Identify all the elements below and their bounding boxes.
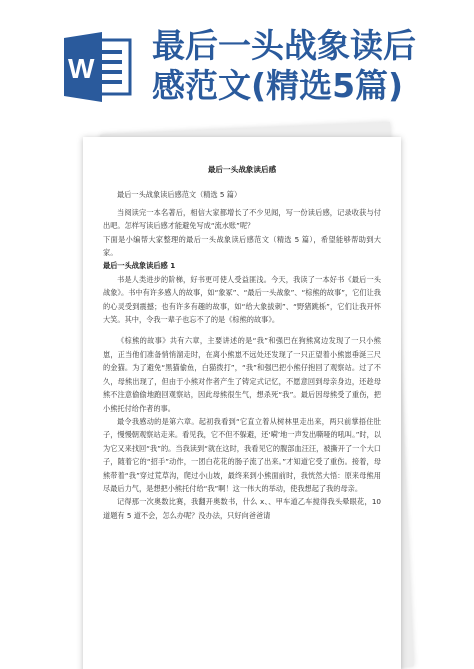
body-paragraph-2: 《棕熊的故事》共有六章，主要讲述的是“我”和强巴在狗熊窝边发现了一只小熊崽，正当他们准备悄悄溜走时，在离小熊崽不远处还发现了一只正望着小熊崽垂涎三尺的金猫。为了避免“黑猫偷鱼，白猫拨打”，“我”和强巴把小熊仔抱回了观察站。过了不久，母熊出现了，但由于小熊对作者产生了铸定式记忆，不愿意回到母亲身边，还趁母熊不注意偷偷地跑回观察站，因此母熊很生气，想杀死“我”。最后因母熊受了重伤，把小熊托付给作者的事。 bbox=[103, 336, 381, 413]
document-title: 最后一头战象读后感 bbox=[207, 165, 277, 174]
header-title-line2: 感范文(精选5篇) bbox=[152, 66, 404, 105]
section-heading: 最后一头战象读后感 1 bbox=[103, 261, 176, 271]
body-paragraph-1: 书是人类进步的阶梯，好书更可使人受益匪浅。今天，我读了一本好书《最后一头战象》。书中有许多感人的故事，如“象冢”、“最后一头战象”、“棕熊的故事”，它们让我的心灵受到震撼；也有许多有趣的故事，如“给大象拔刺”、“野猪跳栎”，它们让我开怀大笑。其中，令我一辈子也忘不了的是《棕熊的故事》。 bbox=[103, 274, 381, 325]
intro-paragraph-1: 当阅读完一本名著后，相信大家都增长了不少见闻，写一份读后感，记录收获与付出吧。怎样写读后感才能避免写成“流水账”呢？ bbox=[103, 207, 381, 231]
document-page bbox=[83, 137, 401, 669]
intro-paragraph-2: 下面是小编帮大家整理的最后一头战象读后感范文（精选 5 篇），希望能够帮助到大家。 bbox=[103, 234, 381, 258]
body-paragraph-3: 最令我感动的是第六章。起初我看到“它直立着从树林里走出来，两只前掌捂住肚子，慢慢朝观察站走来。看见我，它不但不躲避，还‘嗬’地一声发出嘶哑的吼叫。”时，以为它又来找回“我”的。当我读到“就在这时，我看见它的腹部血汪汪，被撕开了一个大口子，随着它的“招手”动作，一团白花花的肠子流了出来。”才知道它受了重伤。接着，母熊带着“我”穿过荒草沟，爬过小山坡，最终来到小熊面前时，我恍然大悟：原来母熊用尽最后力气，是想把小熊托付给“我”啊！这一伟大的举动，使我想起了我的母亲。 bbox=[103, 416, 381, 493]
header-title-line1: 最后一头战象读后 bbox=[152, 26, 416, 65]
word-logo-icon bbox=[60, 30, 134, 104]
svg-text:W: W bbox=[68, 53, 95, 84]
body-paragraph-4: 记得那一次奥数比赛，我翻开奥数书，什么 x、、甲车道乙车搅得我头晕眼花，10 道题有 5 道不会，怎么办呢？没办法，只好向爸爸请 bbox=[103, 497, 381, 520]
document-subtitle: 最后一头战象读后感范文（精选 5 篇） bbox=[117, 190, 242, 200]
header-title bbox=[152, 26, 464, 106]
